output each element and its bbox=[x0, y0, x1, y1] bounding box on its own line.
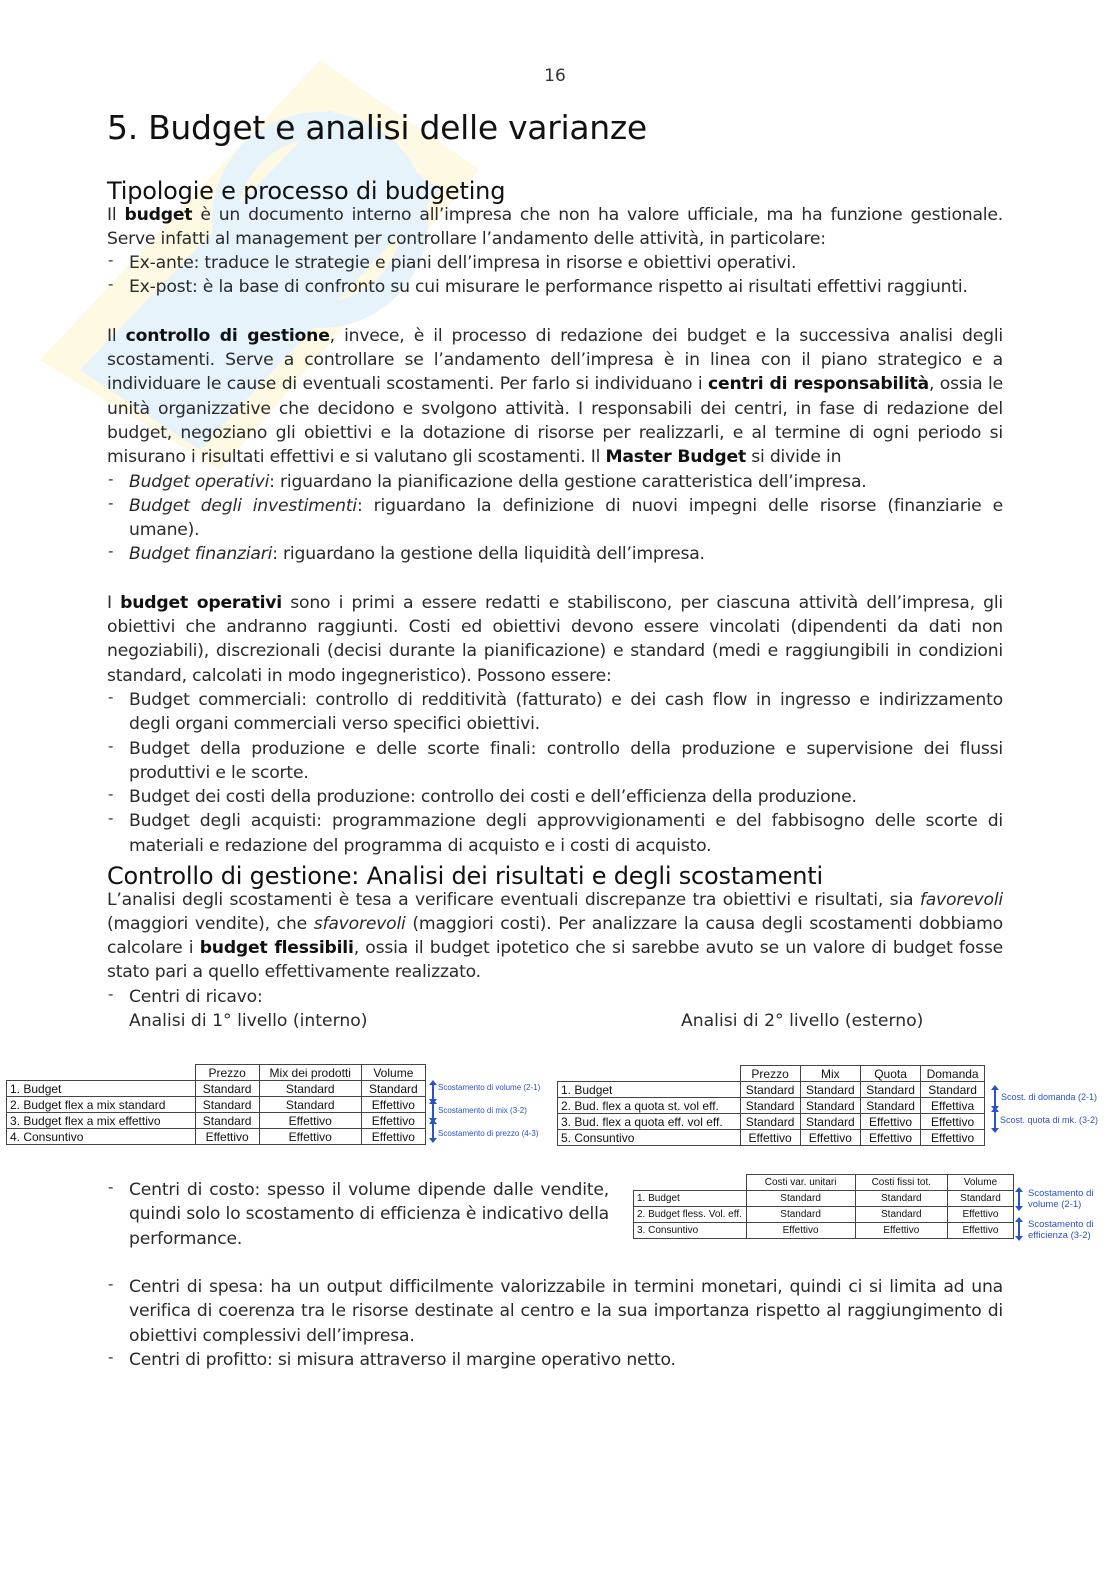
annotation-efficienza: Scostamento di efficienza (3-2) bbox=[1028, 1219, 1094, 1242]
table-row: 5. Consuntivo Effettivo Effettivo Effettivo Effettivo bbox=[558, 1130, 985, 1146]
annotation-volume: Scostamento di volume (2-1) bbox=[438, 1083, 541, 1092]
operativi-list bbox=[107, 688, 1003, 858]
table-level2 bbox=[557, 1065, 985, 1146]
variance-arrow bbox=[994, 1111, 996, 1129]
page-number: 16 bbox=[544, 66, 566, 86]
annotation-volume-costo: Scostamento di volume (2-1) bbox=[1028, 1188, 1094, 1211]
annotation-prezzo: Scostamento di prezzo (4-3) bbox=[438, 1129, 539, 1138]
annotation-quota: Scost. quota di mk. (3-2) bbox=[1000, 1115, 1099, 1125]
list-item: - Budget finanziari: riguardano la gestione della liquidità dell’impresa. bbox=[107, 542, 1003, 566]
variance-arrow bbox=[1018, 1221, 1020, 1237]
list-item: - Budget degli acquisti: programmazione degli approvvigionamenti e del fabbisogno delle scorte di materiali e redazione del programma di acquisto e i costi di acquisto. bbox=[107, 809, 1003, 858]
list-item: - Ex-ante: traduce le strategie e piani dell’impresa in risorse e obiettivi operativi. bbox=[107, 251, 1003, 275]
table-header: Prezzo bbox=[195, 1065, 259, 1081]
master-budget-list bbox=[107, 470, 1003, 567]
table-header: Domanda bbox=[921, 1066, 985, 1082]
section-heading-scostamenti: Controllo di gestione: Analisi dei risultati e degli scostamenti bbox=[107, 862, 823, 890]
variance-arrow bbox=[432, 1103, 434, 1119]
table-row: 3. Consuntivo Effettivo Effettivo Effettivo bbox=[634, 1223, 1014, 1239]
scostamenti-intro: L’analisi degli scostamenti è tesa a verificare eventuali discrepanze tra obiettivi e risultati, sia favorevoli (maggiori vendite), che sfavorevoli (maggiori costi). Per analizzare la causa degli scostamenti dobbiamo calcolare i budget flessibili, ossia il budget ipotetico che si sarebbe avuto se un valore di budget fosse stato pari a quello effettivamente realizzato. bbox=[107, 889, 1004, 983]
level2-label: Analisi di 2° livello (esterno) bbox=[681, 1011, 924, 1032]
section-scostamenti bbox=[107, 863, 1003, 1033]
list-item-spesa: - Centri di spesa: ha un output difficilmente valorizzabile in termini monetari, quindi ci si limita ad una verifica di coerenza tra le risorse destinate al centro e la sua importanza rispetto al raggiungimento di obiettivi complessivi dell’impresa. bbox=[107, 1275, 1003, 1348]
table-row: 2. Budget fless. Vol. eff. Standard Standard Effettivo bbox=[634, 1207, 1014, 1223]
list-item: - Ex-post: è la base di confronto su cui misurare le performance rispetto ai risultati effettivi raggiunti. bbox=[107, 275, 1003, 299]
page-title: 5. Budget e analisi delle varianze bbox=[107, 108, 647, 147]
table-header: Prezzo bbox=[740, 1066, 800, 1082]
budget-purpose-list bbox=[107, 251, 1003, 300]
table-row: 1. Budget Standard Standard Standard bbox=[7, 1081, 426, 1097]
variance-arrow bbox=[432, 1123, 434, 1139]
table-header: Volume bbox=[947, 1175, 1013, 1191]
table-level1 bbox=[6, 1064, 426, 1145]
table-centri-costo bbox=[633, 1174, 1014, 1239]
section-budgeting bbox=[107, 178, 1003, 858]
variance-arrow bbox=[1018, 1191, 1020, 1207]
variance-arrow bbox=[432, 1084, 434, 1100]
table-row: 1. Budget Standard Standard Standard Standard bbox=[558, 1082, 985, 1098]
budget-intro: Il budget è un documento interno all’impresa che non ha valore ufficiale, ma ha funzione gestionale. Serve infatti al management per controllare l’andamento delle attività, in particolare: bbox=[107, 204, 1004, 249]
list-item: - Budget dei costi della produzione: controllo dei costi e dell’efficienza della produzione. bbox=[107, 785, 1003, 809]
table-row: 2. Bud. flex a quota st. vol eff. Standard Standard Standard Effettiva bbox=[558, 1098, 985, 1114]
table-header: Costi fissi tot. bbox=[855, 1175, 947, 1191]
table-row: 2. Budget flex a mix standard Standard Standard Effettivo bbox=[7, 1097, 426, 1113]
list-item-costo: - Centri di costo: spesso il volume dipende dalle vendite, quindi solo lo scostamento di efficienza è indicativo della performance. bbox=[107, 1178, 609, 1251]
table-row: 4. Consuntivo Effettivo Effettivo Effettivo bbox=[7, 1129, 426, 1145]
list-item: - Budget della produzione e delle scorte finali: controllo della produzione e supervisione dei flussi produttivi e le scorte. bbox=[107, 737, 1003, 786]
annotation-mix: Scostamento di mix (3-2) bbox=[438, 1106, 527, 1115]
table-header: Quota bbox=[860, 1066, 920, 1082]
section-heading-budgeting: Tipologie e processo di budgeting bbox=[107, 177, 506, 205]
list-item-ricavo: - Centri di ricavo: bbox=[107, 985, 1003, 1009]
list-item: - Budget degli investimenti: riguardano la definizione di nuovi impegni delle risorse (finanziarie e umane). bbox=[107, 494, 1003, 543]
table-row: 1. Budget Standard Standard Standard bbox=[634, 1191, 1014, 1207]
table-header: Mix bbox=[800, 1066, 860, 1082]
variance-arrow bbox=[994, 1089, 996, 1107]
list-item: - Budget operativi: riguardano la pianificazione della gestione caratteristica dell’impresa. bbox=[107, 470, 1003, 494]
table-header: Costi var. unitari bbox=[746, 1175, 855, 1191]
table-row: 3. Bud. flex a quota eff. vol eff. Standard Standard Effettivo Effettivo bbox=[558, 1114, 985, 1130]
operativi-paragraph: I budget operativi sono i primi a essere redatti e stabiliscono, per ciascuna attività dell’impresa, gli obiettivi che andranno raggiunti. Costi ed obiettivi devono essere vincolati (dipendenti da dati non negoziabili), discrezionali (decisi durante la pianificazione) e standard (medi e raggiungibili in condizioni standard, calcolati in modo ingegneristico). Possono essere: bbox=[107, 592, 1003, 686]
annotation-domanda: Scost. di domanda (2-1) bbox=[1001, 1092, 1098, 1102]
list-item-profitto: - Centri di profitto: si misura attraverso il margine operativo netto. bbox=[107, 1348, 1003, 1372]
controllo-paragraph: Il controllo di gestione, invece, è il processo di redazione dei budget e la successiva analisi degli scostamenti. Serve a controllare se l’andamento dell’impresa è in linea con il piano strategico e a individuare le cause di eventuali scostamenti. Per farlo si individuano i centri di responsabilità, ossia le unità organizzative che decidono e svolgono attività. I responsabili dei centri, in fase di redazione del budget, negoziano gli obiettivi e la dotazione di risorse per realizzarli, e al termine di ogni periodo si misurano i risultati effettivi e si valutano gli scostamenti. Il Master Budget si divide in bbox=[107, 325, 1004, 468]
table-header: Volume bbox=[361, 1065, 425, 1081]
table-row: 3. Budget flex a mix effettivo Standard Effettivo Effettivo bbox=[7, 1113, 426, 1129]
list-item: - Budget commerciali: controllo di redditività (fatturato) e dei cash flow in ingresso e indirizzamento degli organi commerciali verso specifici obiettivi. bbox=[107, 688, 1003, 737]
level1-label: Analisi di 1° livello (interno) bbox=[129, 1011, 368, 1032]
table-header: Mix dei prodotti bbox=[259, 1065, 361, 1081]
